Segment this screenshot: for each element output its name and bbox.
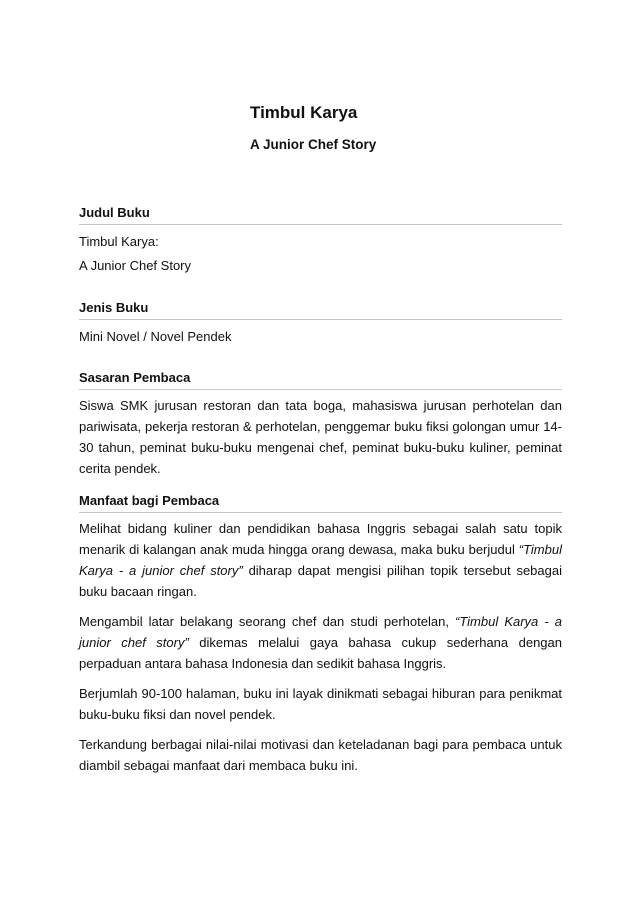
benefit-paragraph-2: Mengambil latar belakang seorang chef dan studi perhotelan, “Timbul Karya - a junior chef story” dikemas melalui gaya bahasa cukup sederhana dengan perpaduan antara bahasa Indonesia dan sedikit bahasa Inggris.	[79, 614, 562, 671]
section-heading: Manfaat bagi Pembaca	[79, 493, 562, 513]
section-heading: Judul Buku	[79, 205, 562, 225]
benefit-paragraph-4: Terkandung berbagai nilai-nilai motivasi dan keteladanan bagi para pembaca untuk diambil sebagai manfaat dari membaca buku ini.	[79, 737, 562, 773]
book-title-line-2: A Junior Chef Story	[79, 258, 191, 273]
section-jenis-buku	[79, 300, 562, 345]
section-heading: Jenis Buku	[79, 300, 562, 320]
book-type: Mini Novel / Novel Pendek	[79, 329, 232, 344]
target-readers-text: Siswa SMK jurusan restoran dan tata boga, mahasiswa jurusan perhotelan dan pariwisata, pekerja restoran & perhotelan, penggemar buku fiksi golongan umur 14-30 tahun, peminat buku-buku mengenai chef, peminat buku-buku kuliner, peminat cerita pendek.	[79, 398, 562, 476]
section-heading: Sasaran Pembaca	[79, 370, 562, 390]
section-sasaran-pembaca	[79, 370, 562, 479]
page-title: Timbul Karya	[250, 103, 358, 122]
section-manfaat-pembaca	[79, 493, 562, 776]
book-title-line-1: Timbul Karya:	[79, 234, 159, 249]
page-subtitle: A Junior Chef Story	[250, 137, 377, 152]
benefit-paragraph-1: Melihat bidang kuliner dan pendidikan bahasa Inggris sebagai salah satu topik menarik di kalangan anak muda hingga orang dewasa, maka buku berjudul “Timbul Karya - a junior chef story” diharap dapat mengisi pilihan topik tersebut sebagai buku bacaan ringan.	[79, 521, 562, 599]
benefit-paragraph-3: Berjumlah 90-100 halaman, buku ini layak dinikmati sebagai hiburan para penikmat buku-buku fiksi dan novel pendek.	[79, 686, 562, 722]
section-judul-buku	[79, 205, 562, 274]
